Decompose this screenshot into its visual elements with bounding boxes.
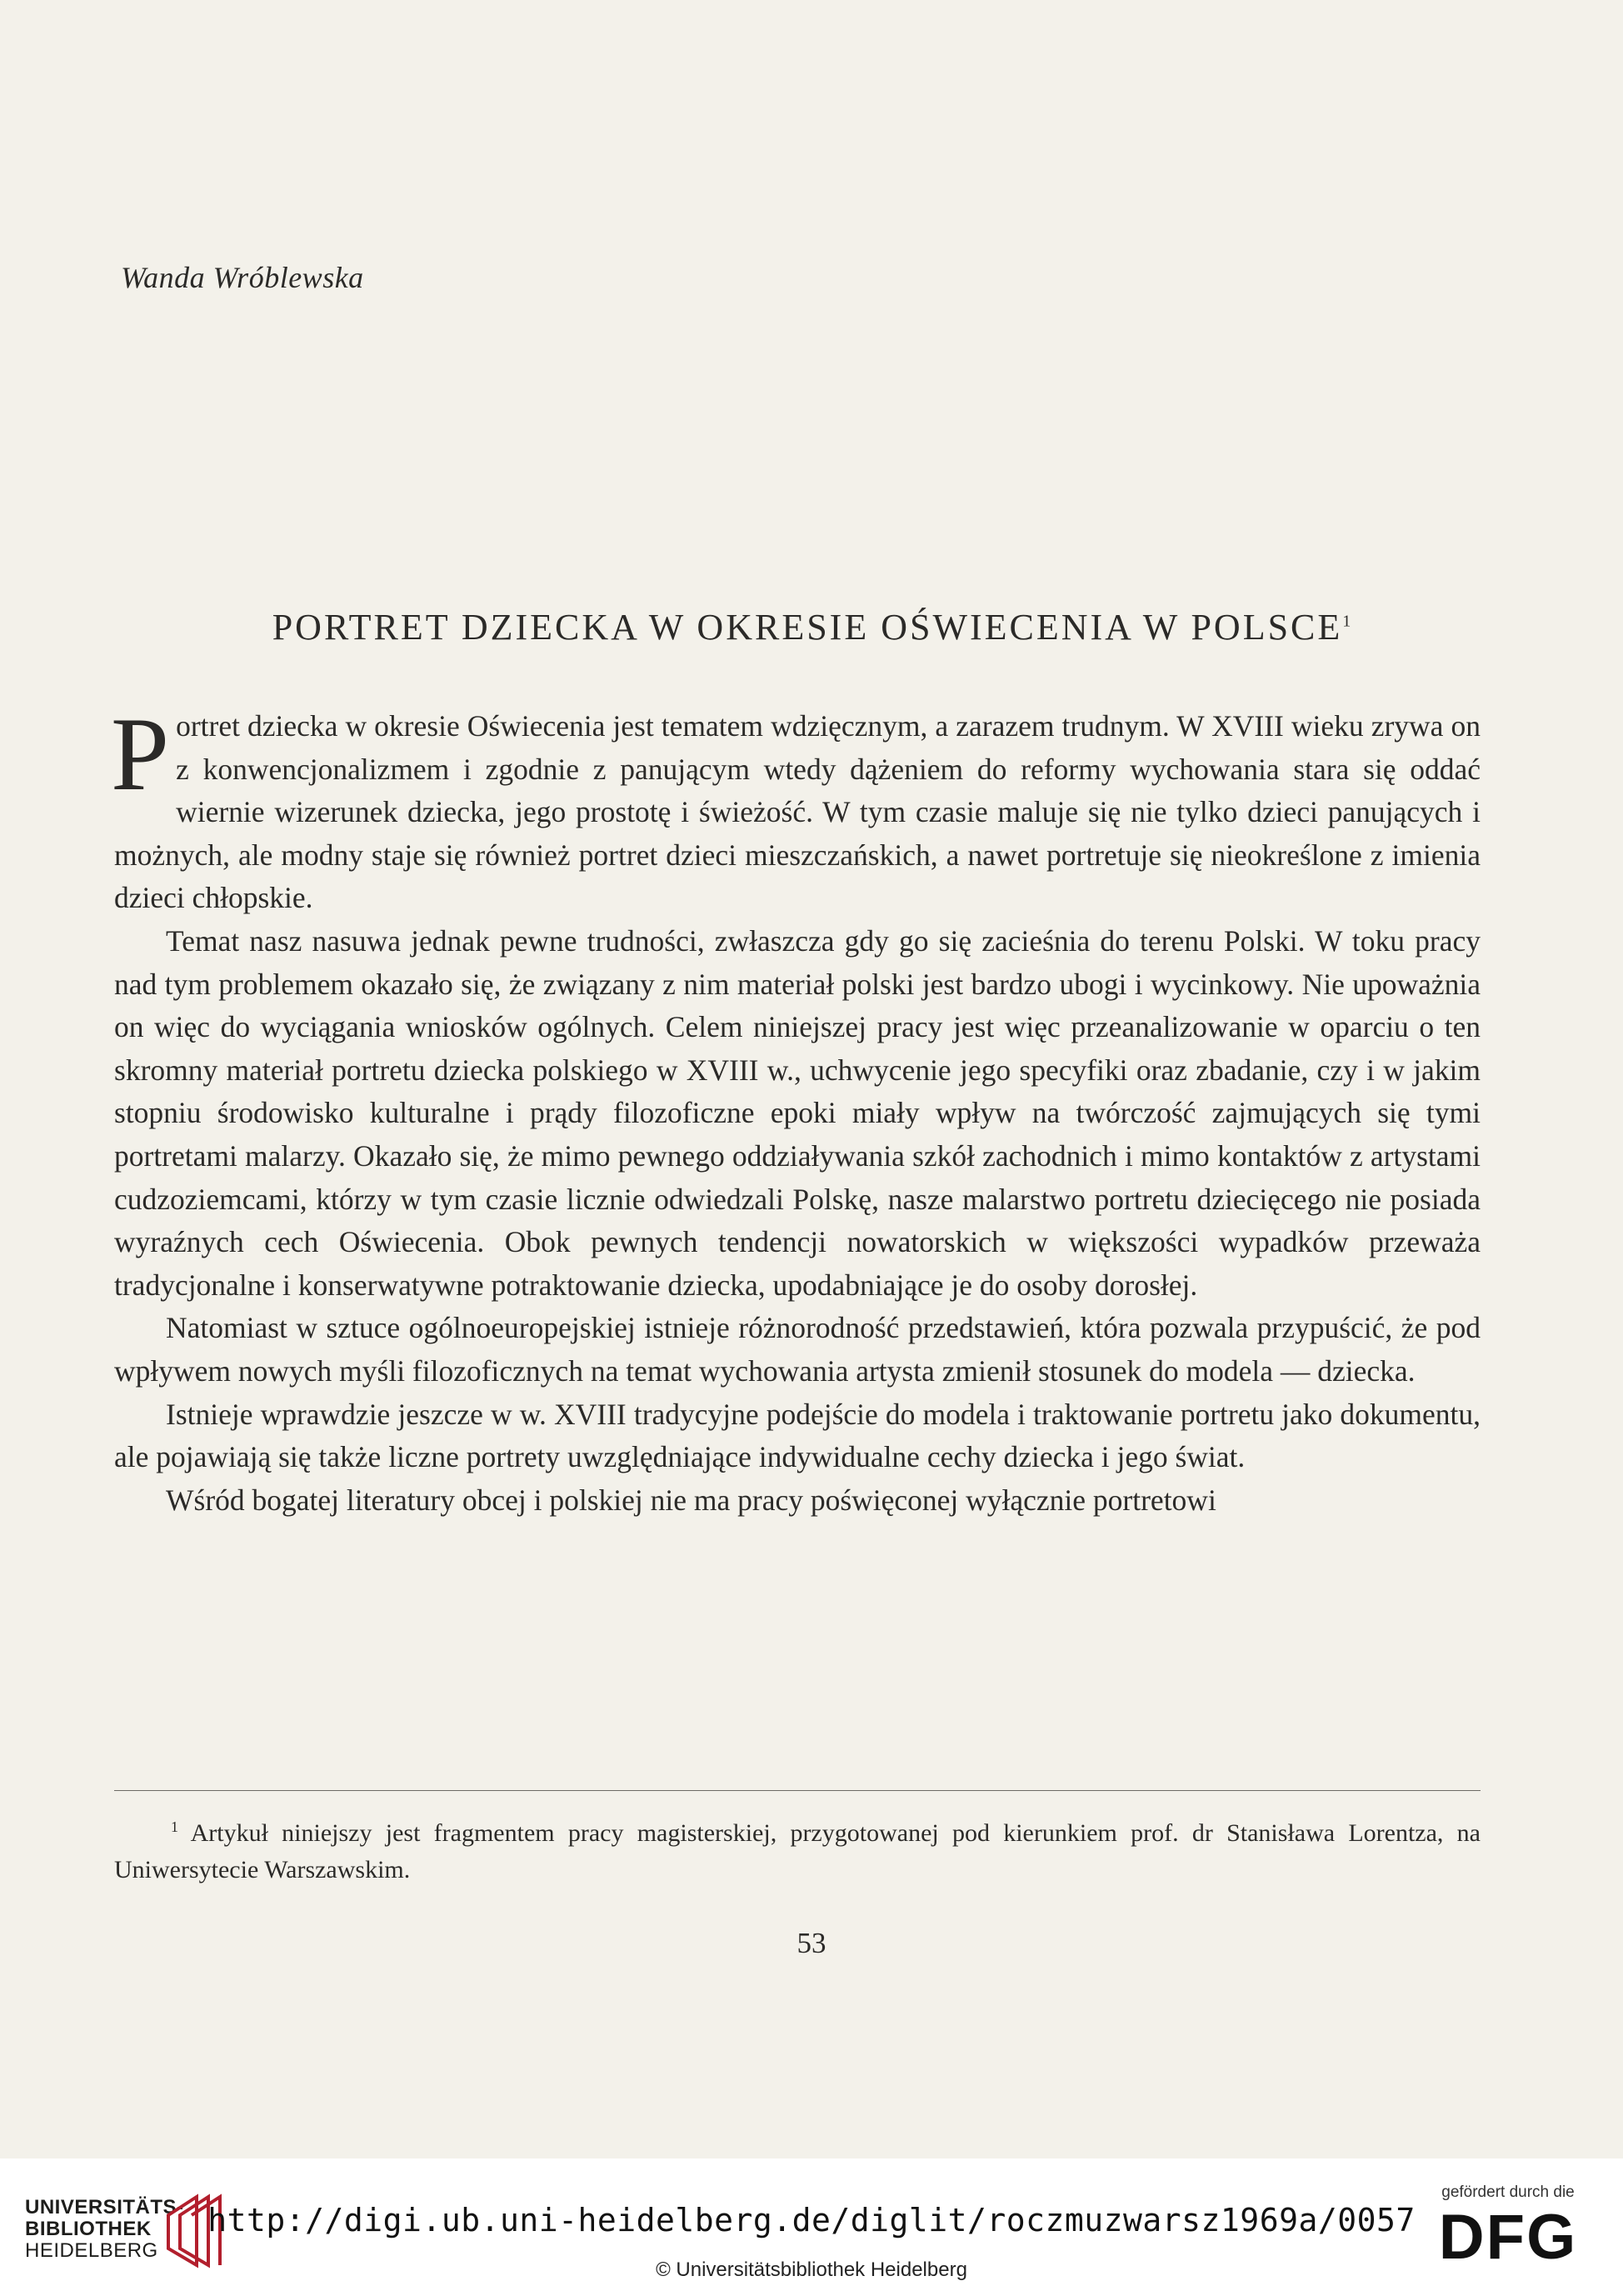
paragraph-3: Natomiast w sztuce ogólnoeuropejskiej istnieje różnorodność przedstawień, która pozwala przypuścić, że pod wpływem nowych myśli filozoficznych na temat wychowania artysta zmienił stosunek do modela — dziecka. [114, 1311, 1481, 1388]
title-footnote-mark[interactable]: 1 [1342, 612, 1351, 631]
article-body [111, 697, 1481, 1522]
paragraph-2: Temat nasz nasuwa jednak pewne trudności, zwłaszcza gdy go się zacieśnia do terenu Polski. W toku pracy nad tym problemem okazało się, że związany z nim materiał polski jest bardzo ubogi i wycinkowy. Nie upoważnia on więc do wyciągania wniosków ogólnych. Celem niniejszej pracy jest więc przeanalizowanie w oparciu o ten skromny materiał portretu dziecka polskiego w XVIII w., uchwycenie jego specyfiki oraz zbadanie, czy i w jakim stopniu środowisko kulturalne i prądy filozoficzne epoki miały wpływ na twórczość zajmujących się tymi portretami malarzy. Okazało się, że mimo pewnego oddziaływania szkół zachodnich i mimo kontaktów z artystami cudzoziemcami, którzy w tym czasie licznie odwiedzali Polskę, nasze malarstwo portretu dziecięcego nie posiada wyraźnych cech Oświecenia. Obok pewnych tendencji nowatorskich w większości wypadków przeważa tradycjonalne i konserwatywne potraktowanie dziecka, upodabniające je do osoby dorosłej. [114, 923, 1481, 1302]
footer-bar [0, 2158, 1623, 2296]
funder-block[interactable] [1433, 2183, 1583, 2273]
funder-label: gefördert durch die [1441, 2183, 1575, 2201]
article-title-text: PORTRET DZIECKA W OKRESIE OŚWIECENIA W POLSCE [272, 607, 1343, 648]
library-line-3: HEIDELBERG [25, 2239, 158, 2262]
drop-cap: P [111, 697, 170, 813]
library-line-2: BIBLIOTHEK [25, 2218, 152, 2240]
dfg-logo: DFG [1438, 2202, 1578, 2273]
library-line-1: UNIVERSITÄTS- [25, 2196, 184, 2218]
footnote-mark: 1 [171, 1818, 178, 1835]
footnote-text: Artykuł niniejszy jest fragmentem pracy magisterskiej, przygotowanej pod kierunkiem prof. dr Stanisława Lorentza, na Uniwersytecie Warszawskim. [114, 1819, 1481, 1883]
permalink-url[interactable]: http://digi.ub.uni-heidelberg.de/diglit/roczmuzwarsz1969a/0057 [207, 2202, 1416, 2238]
author-name: Wanda Wróblewska [121, 261, 364, 294]
paragraph-1 [111, 697, 1481, 920]
paragraph-4: Istnieje wprawdzie jeszcze w w. XVIII tradycyjne podejście do modela i traktowanie portretu jako dokumentu, ale pojawiają się także liczne portrety uwzględniające indywidualne cechy dziecka i jego świat. [114, 1397, 1481, 1474]
footnote-divider [114, 1790, 1481, 1791]
paragraph-5: Wśród bogatej literatury obcej i polskiej nie ma pracy poświęconej wyłącznie portretowi [166, 1483, 1216, 1517]
article-title [0, 606, 1623, 648]
paragraph-1-text: ortret dziecka w okresie Oświecenia jest tematem wdzięcznym, a zarazem trudnym. W XVIII wieku zrywa on z konwencjonalizmem i zgodnie z panującym wtedy dążeniem do reformy wychowania stara się oddać wiernie wizerunek dziecka, jego prostotę i świeżość. W tym czasie maluje się nie tylko dzieci panujących i możnych, ale modny staje się również portret dzieci mieszczańskich, a nawet portretuje się nieokreślone z imienia dzieci chłopskie. [114, 709, 1481, 915]
footnote [114, 1808, 1481, 1888]
copyright-notice: © Universitätsbibliothek Heidelberg [656, 2258, 967, 2281]
page-number: 53 [797, 1927, 826, 1959]
